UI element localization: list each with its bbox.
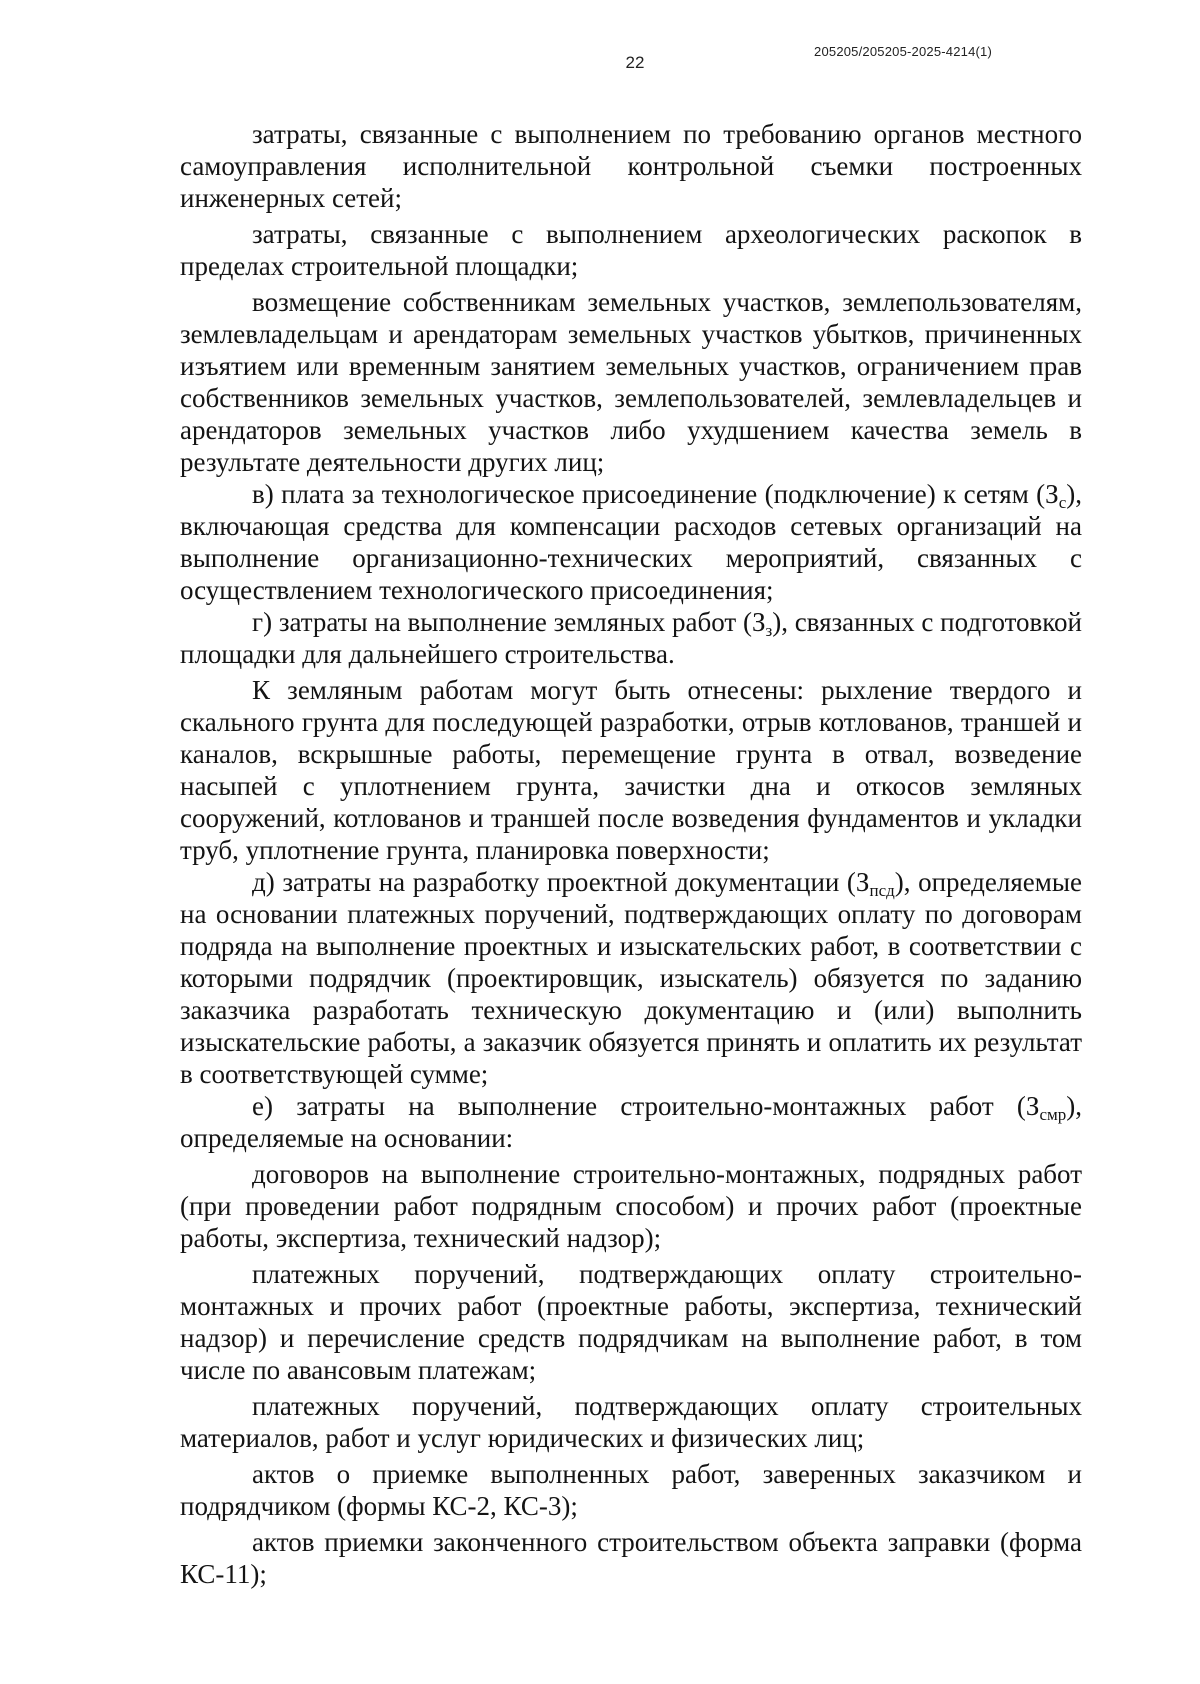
page-number: 22 bbox=[625, 53, 645, 72]
subscript: смр bbox=[1039, 1105, 1067, 1124]
paragraph: затраты, связанные с выполнением по требованию органов местного самоуправления исполнительной контрольной съемки построенных инженерных сетей; bbox=[180, 119, 1082, 213]
paragraph: платежных поручений, подтверждающих оплату строительных материалов, работ и услуг юридических и физических лиц; bbox=[180, 1391, 1082, 1453]
subscript: з bbox=[765, 621, 773, 640]
paragraph: д) затраты на разработку проектной документации $(З_{псд})$, определяемые на основании платежных поручений, подтверждающих оплату по договорам подряда на выполнение проектных и изыскательских работ, в соответствии с которыми подрядчик (проектировщик, изыскатель) обязуется по заданию заказчика разработать техническую документацию и (или) выполнить изыскательские работы, а заказчик обязуется принять и оплатить их результат в соответствующей сумме; bbox=[180, 867, 1082, 1089]
subscript: псд bbox=[869, 881, 895, 900]
document-body bbox=[180, 118, 1082, 1590]
paragraph: е) затраты на выполнение строительно-монтажных работ $(З_{смр})$, определяемые на основании: bbox=[180, 1091, 1082, 1153]
paragraph: г) затраты на выполнение земляных работ $(З_з)$, связанных с подготовкой площадки для дальнейшего строительства. bbox=[180, 607, 1083, 669]
paragraph: договоров на выполнение строительно-монтажных, подрядных работ (при проведении работ подрядным способом) и прочих работ (проектные работы, экспертиза, технический надзор); bbox=[180, 1159, 1082, 1253]
paragraph: платежных поручений, подтверждающих оплату строительно-монтажных и прочих работ (проектные работы, экспертиза, технический надзор) и перечисление средств подрядчикам на выполнение работ, в том числе по авансовым платежам; bbox=[180, 1259, 1082, 1385]
paragraph: актов приемки законченного строительством объекта заправки (форма КС-11); bbox=[180, 1527, 1082, 1589]
paragraph: актов о приемке выполненных работ, заверенных заказчиком и подрядчиком (формы КС-2, КС-3); bbox=[180, 1459, 1082, 1521]
subscript: с bbox=[1058, 493, 1067, 512]
paragraph: затраты, связанные с выполнением археологических раскопок в пределах строительной площадки; bbox=[180, 219, 1082, 281]
paragraph: К земляным работам могут быть отнесены: рыхление твердого и скального грунта для последующей разработки, отрыв котлованов, траншей и каналов, вскрышные работы, перемещение грунта в отвал, возведение насыпей с уплотнением грунта, зачистки дна и откосов земляных сооружений, котлованов и траншей после возведения фундаментов и укладки труб, уплотнение грунта, планировка поверхности; bbox=[180, 675, 1082, 865]
document-id: 205205/205205-2025-4214(1) bbox=[814, 44, 992, 59]
paragraph: в) плата за технологическое присоединение (подключение) к сетям $(З_с)$, включающая средства для компенсации расходов сетевых организаций на выполнение организационно-технических мероприятий, связанных с осуществлением технологического присоединения; bbox=[180, 479, 1082, 605]
paragraph: возмещение собственникам земельных участков, землепользователям, землевладельцам и арендаторам земельных участков убытков, причиненных изъятием или временным занятием земельных участков, ограничением прав собственников земельных участков, землепользователей, землевладельцев и арендаторов земельных участков либо ухудшением качества земель в результате деятельности других лиц; bbox=[180, 287, 1082, 477]
